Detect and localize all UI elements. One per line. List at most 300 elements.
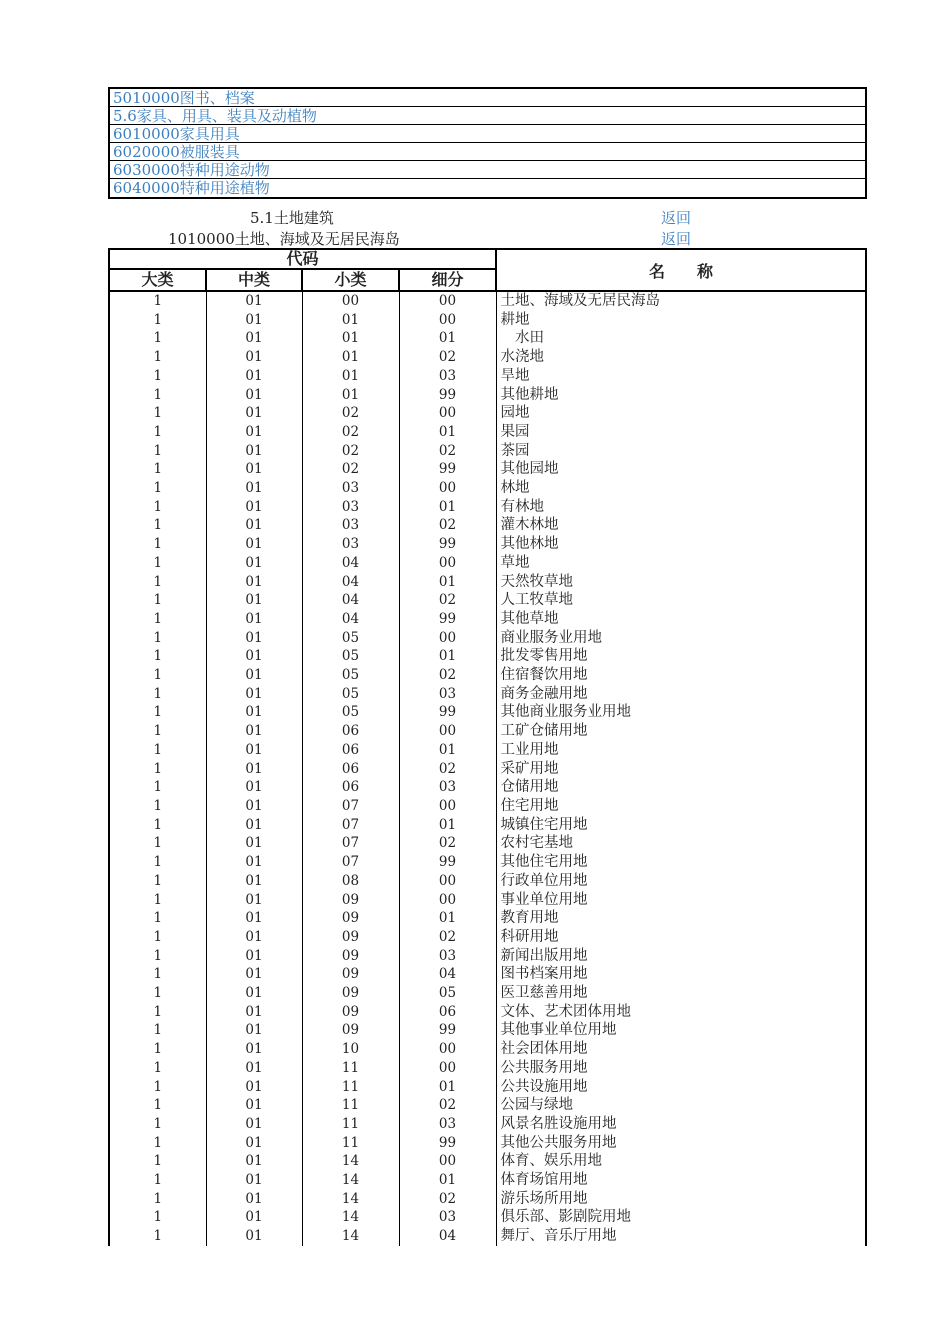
link-6030000[interactable]: 6030000特种用途动物	[110, 161, 865, 179]
medium-code: 01	[206, 947, 302, 966]
minor-code: 06	[302, 778, 399, 797]
table-row	[109, 535, 866, 554]
medium-code: 01	[206, 348, 302, 367]
table-row	[109, 516, 866, 535]
item-name: 旱地	[496, 367, 866, 386]
item-name: 其他住宅用地	[496, 853, 866, 872]
detail-code: 01	[399, 329, 496, 348]
minor-code: 07	[302, 853, 399, 872]
minor-code: 09	[302, 965, 399, 984]
major-code: 1	[109, 1115, 206, 1134]
major-code: 1	[109, 834, 206, 853]
table-row	[109, 311, 866, 330]
table-row	[109, 404, 866, 423]
table-row	[109, 685, 866, 704]
code-table	[108, 248, 867, 1246]
detail-code: 02	[399, 591, 496, 610]
header-name: 名 称	[496, 249, 866, 291]
item-name: 住宿餐饮用地	[496, 666, 866, 685]
table-row	[109, 741, 866, 760]
minor-code: 06	[302, 741, 399, 760]
major-code: 1	[109, 311, 206, 330]
link-5010000[interactable]: 5010000图书、档案	[110, 89, 865, 107]
detail-code: 03	[399, 1115, 496, 1134]
detail-code: 03	[399, 778, 496, 797]
medium-code: 01	[206, 367, 302, 386]
minor-code: 03	[302, 535, 399, 554]
medium-code: 01	[206, 1190, 302, 1209]
minor-code: 14	[302, 1152, 399, 1171]
minor-code: 09	[302, 909, 399, 928]
table-row	[109, 816, 866, 835]
header-detail: 细分	[399, 269, 496, 291]
major-code: 1	[109, 460, 206, 479]
item-name: 水浇地	[496, 348, 866, 367]
item-name: 有林地	[496, 498, 866, 517]
link-5-6[interactable]: 5.6家具、用具、装具及动植物	[110, 107, 865, 125]
item-name: 人工牧草地	[496, 591, 866, 610]
item-name: 天然牧草地	[496, 573, 866, 592]
medium-code: 01	[206, 909, 302, 928]
major-code: 1	[109, 1003, 206, 1022]
medium-code: 01	[206, 760, 302, 779]
medium-code: 01	[206, 629, 302, 648]
item-name: 公园与绿地	[496, 1096, 866, 1115]
minor-code: 04	[302, 554, 399, 573]
table-row	[109, 1134, 866, 1153]
detail-code: 02	[399, 666, 496, 685]
item-name: 其他耕地	[496, 386, 866, 405]
table-row	[109, 367, 866, 386]
detail-code: 02	[399, 348, 496, 367]
item-name: 其他林地	[496, 535, 866, 554]
minor-code: 05	[302, 647, 399, 666]
minor-code: 09	[302, 947, 399, 966]
detail-code: 01	[399, 423, 496, 442]
item-name: 公共服务用地	[496, 1059, 866, 1078]
sub-title: 1010000土地、海域及无居民海岛	[168, 230, 400, 248]
detail-code: 00	[399, 404, 496, 423]
detail-code: 00	[399, 891, 496, 910]
major-code: 1	[109, 442, 206, 461]
major-code: 1	[109, 498, 206, 517]
medium-code: 01	[206, 816, 302, 835]
item-name: 林地	[496, 479, 866, 498]
medium-code: 01	[206, 741, 302, 760]
item-name: 新闻出版用地	[496, 947, 866, 966]
medium-code: 01	[206, 386, 302, 405]
header-code: 代码	[109, 249, 496, 269]
table-row	[109, 965, 866, 984]
minor-code: 07	[302, 797, 399, 816]
item-name: 社会团体用地	[496, 1040, 866, 1059]
item-name: 其他事业单位用地	[496, 1021, 866, 1040]
item-name: 工矿仓储用地	[496, 722, 866, 741]
table-row	[109, 760, 866, 779]
minor-code: 11	[302, 1078, 399, 1097]
major-code: 1	[109, 1021, 206, 1040]
medium-code: 01	[206, 1208, 302, 1227]
table-row	[109, 591, 866, 610]
major-code: 1	[109, 423, 206, 442]
table-row	[109, 872, 866, 891]
major-code: 1	[109, 816, 206, 835]
major-code: 1	[109, 1059, 206, 1078]
major-code: 1	[109, 666, 206, 685]
detail-code: 03	[399, 685, 496, 704]
table-row	[109, 853, 866, 872]
medium-code: 01	[206, 872, 302, 891]
detail-code: 00	[399, 554, 496, 573]
minor-code: 01	[302, 329, 399, 348]
detail-code: 02	[399, 1190, 496, 1209]
major-code: 1	[109, 479, 206, 498]
item-name: 图书档案用地	[496, 965, 866, 984]
medium-code: 01	[206, 573, 302, 592]
minor-code: 03	[302, 479, 399, 498]
item-name: 水田	[496, 329, 866, 348]
table-row	[109, 797, 866, 816]
item-name: 灌木林地	[496, 516, 866, 535]
detail-code: 03	[399, 367, 496, 386]
medium-code: 01	[206, 1003, 302, 1022]
minor-code: 14	[302, 1227, 399, 1246]
item-name: 医卫慈善用地	[496, 984, 866, 1003]
minor-code: 04	[302, 610, 399, 629]
table-row	[109, 891, 866, 910]
detail-code: 00	[399, 1152, 496, 1171]
item-name: 其他草地	[496, 610, 866, 629]
table-row	[109, 909, 866, 928]
detail-code: 04	[399, 1227, 496, 1246]
minor-code: 14	[302, 1171, 399, 1190]
medium-code: 01	[206, 610, 302, 629]
medium-code: 01	[206, 797, 302, 816]
detail-code: 01	[399, 1078, 496, 1097]
major-code: 1	[109, 1227, 206, 1246]
item-name: 工业用地	[496, 741, 866, 760]
detail-code: 00	[399, 722, 496, 741]
table-row	[109, 647, 866, 666]
medium-code: 01	[206, 965, 302, 984]
medium-code: 01	[206, 554, 302, 573]
table-row	[109, 554, 866, 573]
major-code: 1	[109, 1040, 206, 1059]
detail-code: 02	[399, 442, 496, 461]
detail-code: 00	[399, 311, 496, 330]
medium-code: 01	[206, 1040, 302, 1059]
major-code: 1	[109, 797, 206, 816]
minor-code: 14	[302, 1208, 399, 1227]
detail-code: 03	[399, 1208, 496, 1227]
table-row	[109, 722, 866, 741]
major-code: 1	[109, 891, 206, 910]
medium-code: 01	[206, 498, 302, 517]
item-name: 批发零售用地	[496, 647, 866, 666]
major-code: 1	[109, 984, 206, 1003]
header-medium: 中类	[206, 269, 302, 291]
item-name: 茶园	[496, 442, 866, 461]
medium-code: 01	[206, 853, 302, 872]
medium-code: 01	[206, 891, 302, 910]
major-code: 1	[109, 404, 206, 423]
detail-code: 01	[399, 573, 496, 592]
detail-code: 00	[399, 629, 496, 648]
minor-code: 04	[302, 573, 399, 592]
major-code: 1	[109, 367, 206, 386]
medium-code: 01	[206, 647, 302, 666]
minor-code: 09	[302, 1003, 399, 1022]
detail-code: 99	[399, 853, 496, 872]
item-name: 其他商业服务业用地	[496, 703, 866, 722]
detail-code: 00	[399, 797, 496, 816]
minor-code: 04	[302, 591, 399, 610]
detail-code: 05	[399, 984, 496, 1003]
table-row	[109, 479, 866, 498]
minor-code: 02	[302, 460, 399, 479]
item-name: 文体、艺术团体用地	[496, 1003, 866, 1022]
table-row	[109, 1078, 866, 1097]
medium-code: 01	[206, 1115, 302, 1134]
detail-code: 99	[399, 535, 496, 554]
minor-code: 05	[302, 685, 399, 704]
item-name: 体育、娱乐用地	[496, 1152, 866, 1171]
item-name: 俱乐部、影剧院用地	[496, 1208, 866, 1227]
link-6020000[interactable]: 6020000被服装具	[110, 143, 865, 161]
table-row	[109, 460, 866, 479]
major-code: 1	[109, 1152, 206, 1171]
detail-code: 99	[399, 610, 496, 629]
minor-code: 11	[302, 1059, 399, 1078]
return-link-section[interactable]: 返回	[661, 209, 692, 227]
table-body	[109, 291, 866, 1246]
medium-code: 01	[206, 722, 302, 741]
major-code: 1	[109, 291, 206, 311]
item-name: 采矿用地	[496, 760, 866, 779]
item-name: 事业单位用地	[496, 891, 866, 910]
medium-code: 01	[206, 329, 302, 348]
header-minor: 小类	[302, 269, 399, 291]
detail-code: 99	[399, 1134, 496, 1153]
major-code: 1	[109, 591, 206, 610]
detail-code: 01	[399, 816, 496, 835]
item-name: 风景名胜设施用地	[496, 1115, 866, 1134]
medium-code: 01	[206, 1171, 302, 1190]
medium-code: 01	[206, 666, 302, 685]
minor-code: 01	[302, 386, 399, 405]
minor-code: 07	[302, 816, 399, 835]
item-name: 其他园地	[496, 460, 866, 479]
table-row	[109, 423, 866, 442]
major-code: 1	[109, 853, 206, 872]
detail-code: 04	[399, 965, 496, 984]
medium-code: 01	[206, 1096, 302, 1115]
major-code: 1	[109, 629, 206, 648]
major-code: 1	[109, 947, 206, 966]
table-row	[109, 498, 866, 517]
table-row	[109, 1096, 866, 1115]
section-title: 5.1土地建筑	[250, 209, 334, 227]
link-6010000[interactable]: 6010000家具用具	[110, 125, 865, 143]
table-row	[109, 1115, 866, 1134]
detail-code: 02	[399, 834, 496, 853]
major-code: 1	[109, 741, 206, 760]
detail-code: 01	[399, 741, 496, 760]
major-code: 1	[109, 703, 206, 722]
minor-code: 01	[302, 348, 399, 367]
minor-code: 06	[302, 722, 399, 741]
table-row	[109, 1040, 866, 1059]
medium-code: 01	[206, 1059, 302, 1078]
detail-code: 01	[399, 498, 496, 517]
detail-code: 06	[399, 1003, 496, 1022]
medium-code: 01	[206, 423, 302, 442]
minor-code: 10	[302, 1040, 399, 1059]
medium-code: 01	[206, 778, 302, 797]
medium-code: 01	[206, 1021, 302, 1040]
item-name: 仓储用地	[496, 778, 866, 797]
major-code: 1	[109, 535, 206, 554]
detail-code: 00	[399, 872, 496, 891]
major-code: 1	[109, 872, 206, 891]
item-name: 科研用地	[496, 928, 866, 947]
medium-code: 01	[206, 928, 302, 947]
table-row	[109, 1227, 866, 1246]
detail-code: 00	[399, 1059, 496, 1078]
table-row	[109, 1059, 866, 1078]
item-name: 城镇住宅用地	[496, 816, 866, 835]
minor-code: 09	[302, 1021, 399, 1040]
table-row	[109, 778, 866, 797]
medium-code: 01	[206, 1227, 302, 1246]
major-code: 1	[109, 573, 206, 592]
minor-code: 01	[302, 311, 399, 330]
minor-code: 02	[302, 404, 399, 423]
minor-code: 05	[302, 629, 399, 648]
detail-code: 02	[399, 1096, 496, 1115]
minor-code: 08	[302, 872, 399, 891]
major-code: 1	[109, 760, 206, 779]
item-name: 舞厅、音乐厅用地	[496, 1227, 866, 1246]
return-link-subsection[interactable]: 返回	[661, 230, 692, 248]
medium-code: 01	[206, 591, 302, 610]
table-row	[109, 291, 866, 311]
detail-code: 00	[399, 479, 496, 498]
item-name: 住宅用地	[496, 797, 866, 816]
detail-code: 03	[399, 947, 496, 966]
item-name: 果园	[496, 423, 866, 442]
detail-code: 99	[399, 460, 496, 479]
major-code: 1	[109, 554, 206, 573]
minor-code: 01	[302, 367, 399, 386]
major-code: 1	[109, 778, 206, 797]
medium-code: 01	[206, 442, 302, 461]
table-row	[109, 703, 866, 722]
detail-code: 00	[399, 291, 496, 311]
table-row	[109, 928, 866, 947]
minor-code: 11	[302, 1115, 399, 1134]
medium-code: 01	[206, 1078, 302, 1097]
item-name: 公共设施用地	[496, 1078, 866, 1097]
minor-code: 03	[302, 498, 399, 517]
major-code: 1	[109, 386, 206, 405]
detail-code: 99	[399, 1021, 496, 1040]
item-name: 草地	[496, 554, 866, 573]
detail-code: 01	[399, 909, 496, 928]
medium-code: 01	[206, 311, 302, 330]
detail-code: 99	[399, 703, 496, 722]
minor-code: 09	[302, 928, 399, 947]
major-code: 1	[109, 928, 206, 947]
medium-code: 01	[206, 535, 302, 554]
detail-code: 02	[399, 928, 496, 947]
minor-code: 09	[302, 984, 399, 1003]
item-name: 商业服务业用地	[496, 629, 866, 648]
table-row	[109, 329, 866, 348]
detail-code: 00	[399, 1040, 496, 1059]
minor-code: 05	[302, 666, 399, 685]
table-row	[109, 1003, 866, 1022]
table-row	[109, 666, 866, 685]
minor-code: 02	[302, 423, 399, 442]
link-list	[108, 87, 867, 199]
item-name: 商务金融用地	[496, 685, 866, 704]
item-name: 其他公共服务用地	[496, 1134, 866, 1153]
major-code: 1	[109, 909, 206, 928]
medium-code: 01	[206, 1152, 302, 1171]
item-name: 土地、海域及无居民海岛	[496, 291, 866, 311]
major-code: 1	[109, 1096, 206, 1115]
minor-code: 05	[302, 703, 399, 722]
medium-code: 01	[206, 460, 302, 479]
major-code: 1	[109, 1208, 206, 1227]
table-row	[109, 442, 866, 461]
table-row	[109, 984, 866, 1003]
table-row	[109, 947, 866, 966]
detail-code: 02	[399, 760, 496, 779]
major-code: 1	[109, 647, 206, 666]
item-name: 耕地	[496, 311, 866, 330]
minor-code: 09	[302, 891, 399, 910]
medium-code: 01	[206, 404, 302, 423]
table-row	[109, 1171, 866, 1190]
table-row	[109, 348, 866, 367]
item-name: 教育用地	[496, 909, 866, 928]
medium-code: 01	[206, 703, 302, 722]
minor-code: 06	[302, 760, 399, 779]
item-name: 园地	[496, 404, 866, 423]
table-row	[109, 1190, 866, 1209]
major-code: 1	[109, 329, 206, 348]
medium-code: 01	[206, 291, 302, 311]
minor-code: 14	[302, 1190, 399, 1209]
medium-code: 01	[206, 685, 302, 704]
major-code: 1	[109, 348, 206, 367]
link-6040000[interactable]: 6040000特种用途植物	[113, 179, 270, 197]
major-code: 1	[109, 965, 206, 984]
minor-code: 03	[302, 516, 399, 535]
major-code: 1	[109, 610, 206, 629]
detail-code: 01	[399, 1171, 496, 1190]
major-code: 1	[109, 1190, 206, 1209]
minor-code: 11	[302, 1134, 399, 1153]
table-row	[109, 834, 866, 853]
item-name: 体育场馆用地	[496, 1171, 866, 1190]
medium-code: 01	[206, 516, 302, 535]
medium-code: 01	[206, 1134, 302, 1153]
minor-code: 00	[302, 291, 399, 311]
major-code: 1	[109, 516, 206, 535]
